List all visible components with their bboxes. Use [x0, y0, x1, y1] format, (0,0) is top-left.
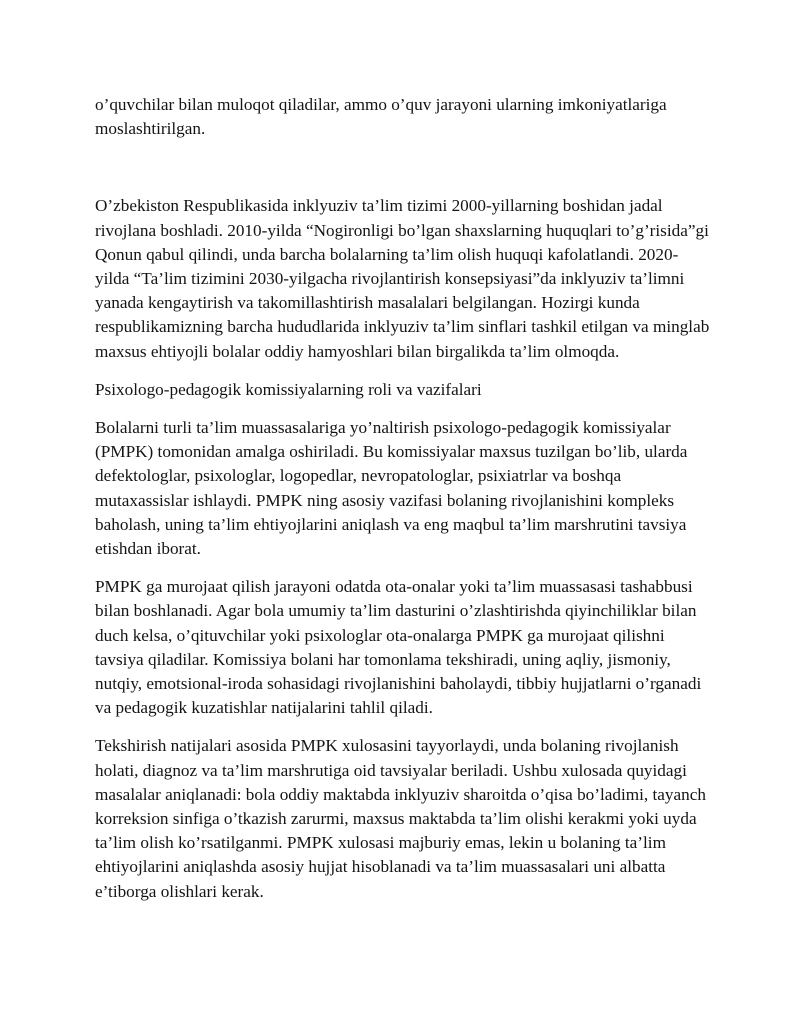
paragraph-pmpk-conclusion: Tekshirish natijalari asosida PMPK xulosasini tayyorlaydi, unda bolaning rivojlanish holati, diagnoz va ta’lim marshrutiga oid tavsiyalar beriladi. Ushbu xulosada quyidagi masalalar aniqlanadi: bola oddiy maktabda inklyuziv sharoitda o’qisa bo’ladimi, tayanch korreksion sinfiga o’tkazish zarurmi, maxsus maktabda ta’lim olishi kerakmi yoki uyda ta’lim olish ko’rsatilganmi. PMPK xulosasi majburiy emas, lekin u bolaning ta’lim ehtiyojlarini aniqlashda asosiy hujjat hisoblanadi va ta’lim muassasalari uni albatta e’tiborga olishlari kerak.: [95, 736, 706, 901]
document-page: [95, 93, 710, 918]
paragraph-continuation: o’quvchilar bilan muloqot qiladilar, ammo o’quv jarayoni ularning imkoniyatlariga moslashtirilgan.: [95, 95, 667, 139]
section-heading-pmpk-role: Psixologo-pedagogik komissiyalarning roli va vazifalari: [95, 379, 482, 399]
paragraph-inclusive-education-history: O’zbekiston Respublikasida inklyuziv ta’lim tizimi 2000-yillarning boshidan jadal rivojlana boshladi. 2010-yilda “Nogironligi bo’lgan shaxslarning huquqlari to’g’risida”gi Qonun qabul qilindi, unda barcha bolalarning ta’lim olish huquqi kafolatlandi. 2020-yilda “Ta’lim tizimini 2030-yilgacha rivojlantirish konsepsiyasi”da inklyuziv ta’limni yanada kengaytirish va takomillashtirish masalalari belgilangan. Hozirgi kunda respublikamizning barcha hududlarida inklyuziv ta’lim sinflari tashkil etilgan va minglab maxsus ehtiyojli bolalar oddiy hamyoshlari bilan birgalikda ta’lim olmoqda.: [95, 196, 710, 361]
paragraph-pmpk-referral-process: PMPK ga murojaat qilish jarayoni odatda ota-onalar yoki ta’lim muassasasi tashabbusi bilan boshlanadi. Agar bola umumiy ta’lim dasturini o’zlashtirishda qiyinchiliklar bilan duch kelsa, o’qituvchilar yoki psixologlar ota-onalarga PMPK ga murojaat qilishni tavsiya qiladilar. Komissiya bolani har tomonlama tekshiradi, uning aqliy, jismoniy, nutqiy, emotsional-iroda sohasidagi rivojlanishini baholaydi, tibbiy hujjatlarni o’rganadi va pedagogik kuzatishlar natijalarini tahlil qiladi.: [95, 577, 702, 718]
paragraph-pmpk-purpose: Bolalarni turli ta’lim muassasalariga yo’naltirish psixologo-pedagogik komissiyalar (PMPK) tomonidan amalga oshiriladi. Bu komissiyalar maxsus tuzilgan bo’lib, ularda defektologlar, psixologlar, logopedlar, nevropatologlar, psixiatrlar va boshqa mutaxassislar ishlaydi. PMPK ning asosiy vazifasi bolaning rivojlanishini kompleks baholash, uning ta’lim ehtiyojlarini aniqlash va eng maqbul ta’lim marshrutini tavsiya etishdan iborat.: [95, 418, 688, 559]
